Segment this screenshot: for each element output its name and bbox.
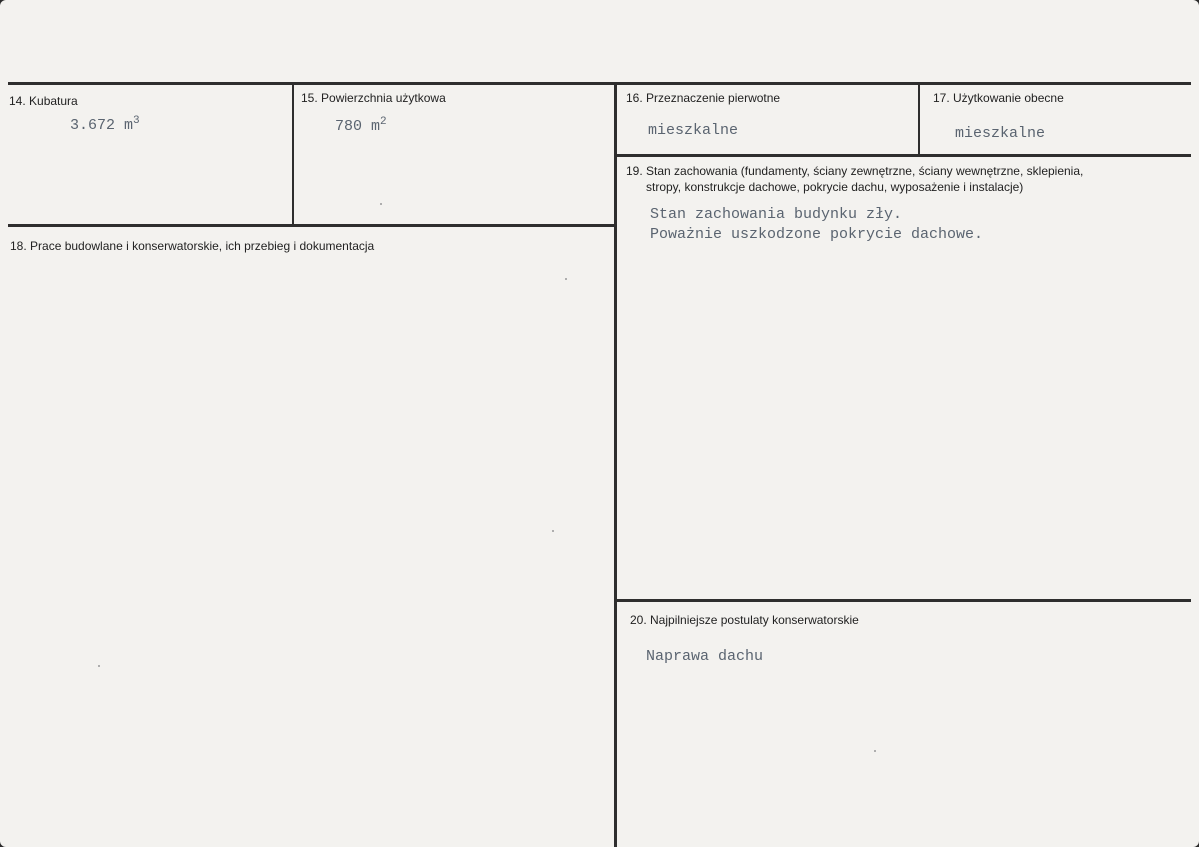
field-19-value-line1: Stan zachowania budynku zły.: [650, 206, 903, 223]
kubatura-unit-exponent: 3: [133, 115, 140, 127]
field-18-label: 18. Prace budowlane i konserwatorskie, ich przebieg i dokumentacja: [10, 239, 375, 253]
field-19-label-line2: stropy, konstrukcje dachowe, pokrycie dachu, wyposażenie i instalacje): [646, 180, 1024, 194]
powierzchnia-value: 780 m: [335, 118, 381, 135]
field-17-label: 17. Użytkowanie obecne: [933, 91, 1064, 105]
paper-speck: [380, 203, 382, 205]
kubatura-value: 3.672 m: [70, 117, 134, 134]
top-rule: [8, 82, 1191, 85]
powierzchnia-unit-exponent: 2: [380, 116, 387, 128]
field-20-label: 20. Najpilniejsze postulaty konserwatorskie: [630, 613, 859, 627]
divider-16-17: [918, 84, 920, 156]
field-14-value: [70, 116, 140, 136]
paper-speck: [552, 530, 554, 532]
rule-below-14-15: [8, 224, 616, 227]
paper-speck: [874, 750, 876, 752]
paper-speck: [98, 665, 100, 667]
field-20-value: Naprawa dachu: [646, 648, 764, 665]
field-19-label-line1: 19. Stan zachowania (fundamenty, ściany zewnętrzne, ściany wewnętrzne, sklepienia,: [626, 164, 1084, 178]
field-15-label: 15. Powierzchnia użytkowa: [301, 91, 446, 105]
field-16-value: mieszkalne: [648, 122, 739, 139]
field-16-label: 16. Przeznaczenie pierwotne: [626, 91, 781, 105]
field-14-label: 14. Kubatura: [9, 94, 78, 108]
field-19-value-line2: Poważnie uszkodzone pokrycie dachowe.: [650, 226, 984, 243]
rule-below-16-17: [616, 154, 1191, 157]
divider-14-15: [292, 84, 294, 226]
field-17-value: mieszkalne: [955, 125, 1046, 142]
field-15-value: [335, 117, 387, 137]
rule-above-20: [616, 599, 1191, 602]
divider-main: [614, 84, 617, 847]
paper-speck: [565, 278, 567, 280]
